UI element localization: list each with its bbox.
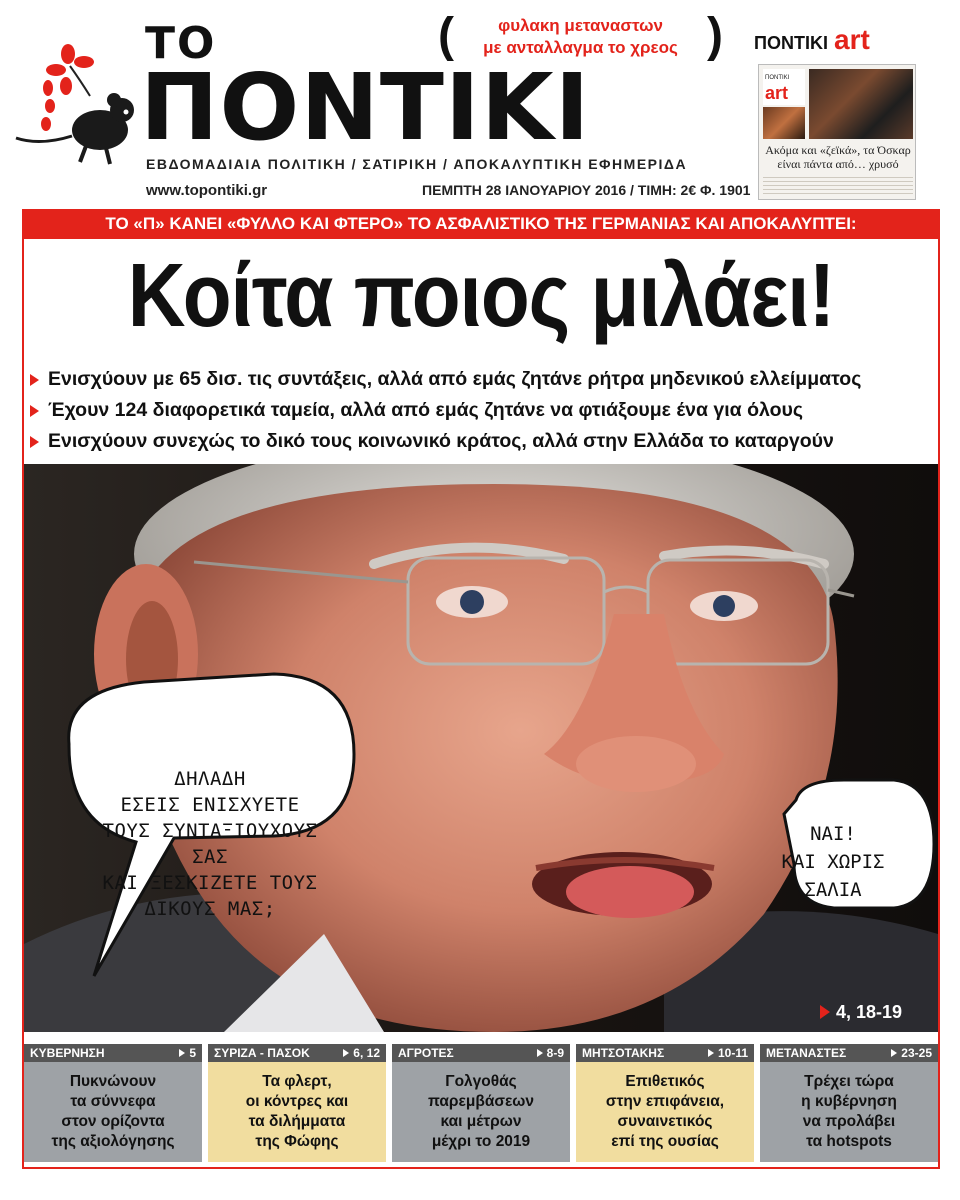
section-line: οι κόντρες και: [245, 1093, 349, 1110]
top-teaser[interactable]: [438, 9, 723, 68]
red-arrow-icon: [30, 374, 39, 386]
art-supplement-thumbnail: [758, 64, 916, 200]
open-paren: (: [438, 9, 454, 62]
section-body: [576, 1062, 754, 1162]
section-line: η κυβέρνηση: [801, 1093, 897, 1110]
section-page-ref: 23-25: [891, 1044, 932, 1062]
section-body: [760, 1062, 938, 1162]
page-ref-text: 4, 18-19: [836, 1002, 903, 1022]
section-line: Γολγοθάς: [445, 1073, 517, 1090]
section-title: ΑΓΡΟΤΕΣ: [398, 1046, 454, 1060]
section-line: συναινετικός: [617, 1113, 713, 1130]
speech-line: ΔΙΚΟΥΣ ΜΑΣ;: [144, 898, 276, 920]
art-label-brand: ΠΟΝΤΙΚΙ: [754, 33, 828, 53]
art-thumbnail-caption: Ακόμα και «ζεϊκά», τα Όσκαρ είναι πάντα από… χρυσό: [765, 143, 911, 171]
section-body: [208, 1062, 386, 1162]
bullet-text: Έχουν 124 διαφορετικά ταμεία, αλλά από εμάς ζητάνε να φτιάξουμε ένα για όλους: [48, 399, 803, 421]
website-link[interactable]: www.topontiki.gr: [146, 182, 268, 199]
tagline: ΕΒΔΟΜΑΔΙΑΙΑ ΠΟΛΙΤΙΚΗ / ΣΑΤΙΡΙΚΗ / ΑΠΟΚΑΛΥΠΤΙΚΗ ΕΦΗΜΕΡΙΔΑ: [146, 156, 688, 172]
speech-line: ΣΑΛΙΑ: [804, 879, 862, 901]
red-arrow-icon: [820, 1005, 830, 1019]
speech-bubble-right-text: [776, 820, 890, 904]
section-line: στον ορίζοντα: [61, 1113, 165, 1130]
section-body: [24, 1062, 202, 1162]
speech-line: ΔΗΛΑΔΗ: [174, 768, 246, 790]
section-line: Επιθετικός: [625, 1073, 705, 1090]
section-title: ΜΗΤΣΟΤΑΚΗΣ: [582, 1046, 665, 1060]
speech-bubble-left-text: [84, 766, 336, 922]
section-line: Τρέχει τώρα: [804, 1073, 894, 1090]
section-page-ref: 6, 12: [343, 1044, 380, 1062]
section-teasers: [24, 1044, 938, 1164]
section-header: [392, 1044, 570, 1062]
issue-date-price: ΠΕΜΠΤΗ 28 ΙΑΝΟΥΑΡΙΟΥ 2016 / ΤΙΜΗ: 2€ Φ. 1901: [422, 182, 751, 198]
teaser-line-2: με ανταλλαγμα το χρεος: [483, 38, 678, 57]
section-header: [576, 1044, 754, 1062]
section-line: και μέτρων: [440, 1113, 522, 1130]
section-line: Τα φλερτ,: [262, 1073, 332, 1090]
art-supplement-promo[interactable]: [754, 24, 924, 204]
red-arrow-icon: [30, 405, 39, 417]
section-header: [760, 1044, 938, 1062]
bullet-text: Ενισχύουν με 65 δισ. τις συντάξεις, αλλά από εμάς ζητάνε ρήτρα μηδενικού ελλείμματος: [48, 368, 862, 390]
section-teaser-syriza-pasok[interactable]: [208, 1044, 386, 1164]
section-line: τα σύννεφα: [70, 1093, 156, 1110]
section-teaser-agrotes[interactable]: [392, 1044, 570, 1164]
art-thumbnail-photo-2: [763, 107, 805, 139]
section-line: τα hotspots: [806, 1133, 892, 1150]
section-page-ref: 8-9: [537, 1044, 564, 1062]
section-title: ΣΥΡΙΖΑ - ΠΑΣΟΚ: [214, 1046, 310, 1060]
section-teaser-metanastes[interactable]: [760, 1044, 938, 1164]
bullet-item: [30, 426, 935, 457]
headline-bullets: [30, 364, 935, 457]
bullet-item: [30, 395, 935, 426]
section-line: της αξιολόγησης: [51, 1133, 175, 1150]
art-thumbnail-text-lines: [763, 177, 913, 197]
bullet-item: [30, 364, 935, 395]
newspaper-title: ΠΟΝΤΙΚΙ: [140, 54, 591, 161]
section-body: [392, 1062, 570, 1162]
section-line: επί της ουσίας: [611, 1133, 719, 1150]
section-header: [208, 1044, 386, 1062]
masthead: [0, 0, 960, 205]
svg-text:art: art: [765, 83, 789, 103]
section-line: παρεμβάσεων: [427, 1093, 535, 1110]
section-line: της Φώφης: [255, 1133, 339, 1150]
art-supplement-label: [754, 24, 924, 56]
red-arrow-icon: [30, 436, 39, 448]
speech-bubble-left: [54, 738, 356, 922]
section-line: μέχρι το 2019: [431, 1133, 531, 1150]
brand-prefix: ΤΟ: [145, 18, 217, 69]
art-thumbnail-photo: [809, 69, 913, 139]
speech-bubble-right: [762, 798, 902, 928]
speech-line: ΤΟΥΣ ΣΥΝΤΑΞΙΟΥΧΟΥΣ ΣΑΣ: [102, 820, 318, 868]
speech-line: ΕΣΕΙΣ ΕΝΙΣΧΥΕΤΕ: [120, 794, 300, 816]
section-teaser-kyvernisi[interactable]: [24, 1044, 202, 1164]
section-line: στην επιφάνεια,: [605, 1093, 725, 1110]
section-line: να προλάβει: [802, 1113, 896, 1130]
main-headline[interactable]: Κοίτα ποιος μιλάει!: [127, 245, 835, 346]
section-title: ΚΥΒΕΡΝΗΣΗ: [30, 1046, 105, 1060]
speech-line: ΚΑΙ ΞΕΣΚΙΖΕΤΕ ΤΟΥΣ: [102, 872, 318, 894]
art-label-accent: art: [834, 24, 870, 55]
teaser-line-1: φυλακη μεταναστων: [498, 16, 663, 35]
section-header: [24, 1044, 202, 1062]
close-paren: ): [707, 9, 723, 62]
photo-page-reference[interactable]: [820, 1002, 902, 1024]
section-line: τα διλήμματα: [248, 1113, 346, 1130]
mouse-mascot-logo: [10, 40, 140, 170]
red-kicker-banner: ΤΟ «Π» ΚΑΝΕΙ «ΦΥΛΛΟ ΚΑΙ ΦΤΕΡΟ» ΤΟ ΑΣΦΑΛΙΣΤΙΚΟ ΤΗΣ ΓΕΡΜΑΝΙΑΣ ΚΑΙ ΑΠΟΚΑΛΥΠΤΕΙ:: [22, 209, 940, 239]
bullet-text: Ενισχύουν συνεχώς το δικό τους κοινωνικό κράτος, αλλά στην Ελλάδα το καταργούν: [48, 430, 834, 452]
section-title: ΜΕΤΑΝΑΣΤΕΣ: [766, 1046, 847, 1060]
section-page-ref: 5: [179, 1044, 196, 1062]
svg-text:ΠΟΝΤΙΚΙ: ΠΟΝΤΙΚΙ: [765, 75, 790, 81]
mini-art-logo: [763, 69, 805, 105]
section-line: Πυκνώνουν: [69, 1073, 157, 1090]
section-teaser-mitsotakis[interactable]: [576, 1044, 754, 1164]
speech-line: ΝΑΙ!: [810, 823, 856, 845]
section-page-ref: 10-11: [708, 1044, 748, 1062]
speech-line: ΚΑΙ ΧΩΡΙΣ: [781, 851, 885, 873]
